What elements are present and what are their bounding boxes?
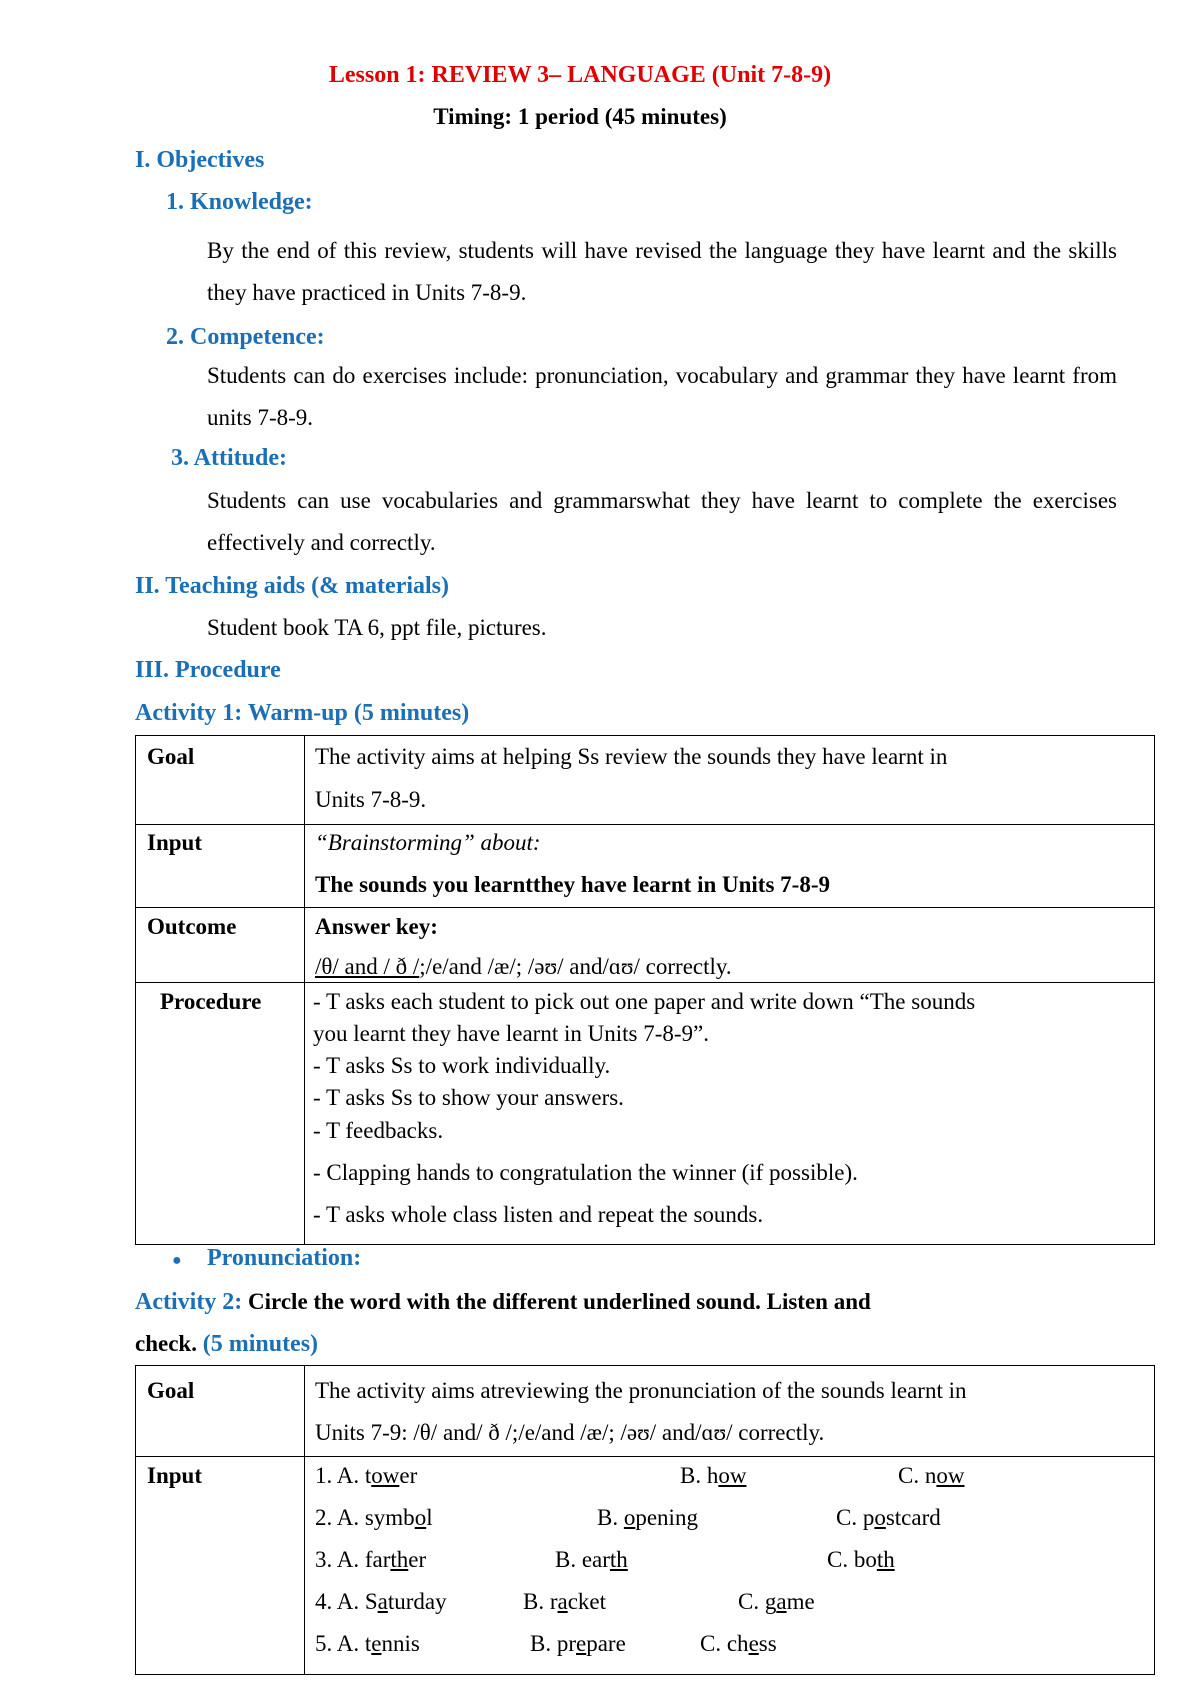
activity1-input-bold: The sounds you learntthey have learnt in Units 7-8-9 (315, 872, 830, 897)
pronunciation-heading: Pronunciation: (207, 1245, 362, 1271)
activity1-outcome-label: Outcome (147, 914, 237, 939)
bullet-icon: ● (172, 1252, 182, 1269)
procedure-line: - T feedbacks. (313, 1118, 444, 1143)
activity2-goal-label: Goal (147, 1378, 195, 1403)
activity1-input-italic: “Brainstorming” about: (315, 830, 541, 855)
question-4-option-c: C. game (738, 1589, 815, 1614)
attitude-text: Students can use vocabularies and grammarswhat they have learnt to complete the exercises effectively and correctly. (207, 488, 1117, 555)
activity1-row-divider (135, 824, 1155, 825)
pronunciation-bullet (172, 1243, 182, 1276)
procedure-line: you learnt they have learnt in Units 7-8-9”. (313, 1021, 709, 1046)
teaching-aids-heading: II. Teaching aids (& materials) (135, 573, 450, 599)
sounds-suffix: correctly. (639, 954, 732, 979)
procedure-line: - T asks Ss to work individually. (313, 1053, 611, 1078)
procedure-line: - T asks Ss to show your answers. (313, 1085, 624, 1110)
procedure-line: - T asks whole class listen and repeat the sounds. (313, 1202, 764, 1227)
competence-label: 2. Competence: (166, 324, 325, 350)
question-3-option-a: 3. A. farther (315, 1547, 427, 1572)
sounds-th: /θ/ and / ð / (315, 954, 420, 979)
activity1-goal-label: Goal (147, 744, 195, 769)
question-5-option-c: C. chess (700, 1631, 777, 1656)
procedure-heading: III. Procedure (135, 657, 281, 683)
question-1-option-a: 1. A. tower (315, 1463, 418, 1488)
question-5-option-b: B. prepare (530, 1631, 626, 1656)
question-3-option-b: B. earth (555, 1547, 628, 1572)
activity2-goal-text: Units 7-9: /θ/ and/ ð /;/e/and /æ/; /əʊ/ and/ɑʊ/ correctly. (315, 1420, 825, 1445)
procedure-line: - T asks each student to pick out one paper and write down “The sounds (313, 989, 976, 1014)
knowledge-label: 1. Knowledge: (166, 189, 313, 215)
question-2-option-b: B. opening (597, 1505, 698, 1530)
activity1-row-divider (135, 982, 1155, 983)
timing: Timing: 1 period (45 minutes) (433, 104, 727, 129)
activity1-col-divider (304, 735, 305, 1245)
competence-text: Students can do exercises include: pronunciation, vocabulary and grammar they have learnt from units 7-8-9. (207, 363, 1117, 430)
lesson-title: Lesson 1: REVIEW 3– LANGUAGE (Unit 7-8-9) (328, 62, 832, 88)
activity2-instruction: Circle the word with the different underlined sound. Listen and (248, 1289, 871, 1314)
question-2-option-c: C. postcard (836, 1505, 941, 1530)
question-4-option-b: B. racket (523, 1589, 607, 1614)
activity2-row-divider (135, 1456, 1155, 1457)
question-1-option-c: C. now (898, 1463, 965, 1488)
question-5-option-a: 5. A. tennis (315, 1631, 420, 1656)
activity2-label: Activity 2: (135, 1289, 243, 1315)
question-4-option-a: 4. A. Saturday (315, 1589, 447, 1614)
sounds-ou: ; /əʊ/ and/ɑʊ/ (515, 954, 640, 979)
knowledge-text: By the end of this review, students will have revised the language they have learnt and the skills they have practiced in Units 7-8-9. (207, 238, 1117, 305)
activity1-answer-key: Answer key: (315, 914, 438, 939)
activity1-row-divider (135, 907, 1155, 908)
activity1-heading: Activity 1: Warm-up (5 minutes) (135, 700, 470, 726)
activity2-time: (5 minutes) (202, 1331, 319, 1357)
activity2-check: check. (135, 1331, 197, 1356)
activity2-goal-text: The activity aims atreviewing the pronunciation of the sounds learnt in (315, 1378, 967, 1403)
attitude-label: 3. Attitude: (171, 445, 287, 471)
activity1-input-label: Input (147, 830, 202, 855)
activity2-heading-line2 (135, 1329, 318, 1359)
activity1-goal-text: Units 7-8-9. (315, 787, 427, 812)
question-3-option-c: C. both (827, 1547, 895, 1572)
teaching-aids-text: Student book TA 6, ppt file, pictures. (207, 615, 547, 640)
sounds-e-ae: ;/e/and /æ/ (419, 954, 516, 979)
activity1-procedure-label: Procedure (160, 989, 262, 1014)
activity2-input-label: Input (147, 1463, 202, 1488)
activity1-goal-text: The activity aims at helping Ss review the sounds they have learnt in (315, 744, 948, 769)
activity2-col-divider (304, 1365, 305, 1675)
question-1-option-b: B. how (680, 1463, 747, 1488)
activity1-answer-sounds (315, 952, 732, 982)
question-2-option-a: 2. A. symbol (315, 1505, 433, 1530)
procedure-line: - Clapping hands to congratulation the winner (if possible). (313, 1160, 858, 1185)
activity2-heading (135, 1287, 871, 1317)
objectives-heading: I. Objectives (135, 147, 265, 173)
